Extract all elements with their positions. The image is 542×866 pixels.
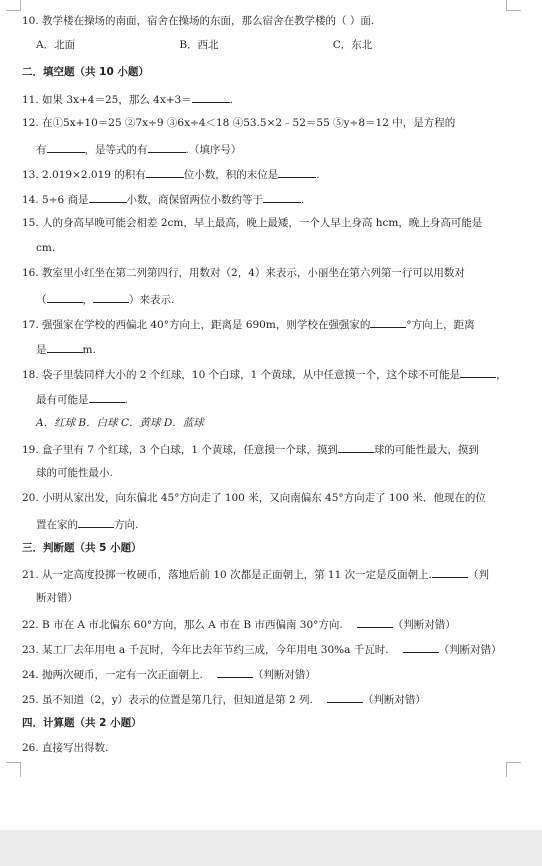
question-17-text: °方向上，距离 (406, 319, 475, 331)
question-22 (22, 616, 512, 632)
option-a: A．北面 (36, 39, 76, 51)
page-corner-mark (506, 0, 521, 11)
question-16-seg: ）来表示. (129, 294, 175, 306)
question-16-line2 (36, 291, 512, 307)
question-11 (22, 91, 512, 107)
section-heading: 二．填空题（共 10 小题） (22, 66, 149, 78)
question-26-text: 26. 直接写出得数. (22, 742, 109, 754)
answer-blank[interactable] (89, 191, 127, 203)
answer-blank[interactable] (47, 341, 83, 353)
question-23 (22, 641, 512, 657)
section-heading: 三．判断题（共 5 小题） (22, 542, 142, 554)
answer-blank[interactable] (89, 391, 125, 403)
question-18-line2 (36, 391, 512, 407)
question-20-text: 置在家的 (36, 519, 78, 531)
question-20-text: 20. 小明从家出发，向东偏北 45°方向走了 100 米，又向南偏东 45°方向走了 100 米．他现在的位 (22, 492, 486, 504)
question-17 (22, 316, 512, 332)
question-26 (22, 741, 512, 755)
question-15-text: cm. (36, 242, 56, 254)
option-b: B．西北 (179, 39, 219, 51)
question-12-seg: .（填序号） (185, 144, 242, 156)
answer-blank[interactable] (357, 616, 393, 628)
answer-blank[interactable] (263, 191, 301, 203)
answer-blank[interactable] (432, 566, 468, 578)
question-14-text: 小数，商保留两位小数约等于 (126, 194, 264, 206)
question-12-seg: ，是等式的有 (84, 144, 148, 156)
question-13-text: 位小数，积的末位是 (183, 169, 279, 181)
question-18-text: . (124, 394, 128, 406)
question-10 (22, 14, 512, 28)
question-23-text: 23. 某工厂去年用电 a 千瓦时，今年比去年节约三成，今年用电 30%a 千瓦时. (22, 644, 389, 656)
question-24-text: （判断对错） (252, 669, 316, 681)
question-15-line2 (36, 241, 512, 255)
option-c: C．东北 (332, 39, 373, 51)
question-16-seg: ， (82, 294, 93, 306)
question-17-text: 是 (36, 344, 47, 356)
answer-blank[interactable] (192, 91, 230, 103)
question-25-text: （判断对错） (362, 694, 426, 706)
question-20 (22, 491, 512, 505)
question-21 (22, 566, 512, 582)
question-12-text: 12. 在①5x+10＝25 ②7x÷9 ③6x÷4＜18 ④53.5×2﹣52＝55 ⑤y÷8＝12 中，是方程的 (22, 117, 456, 129)
question-24 (22, 666, 512, 682)
question-21-line2: 断对错） (36, 592, 78, 604)
answer-blank[interactable] (217, 666, 253, 678)
answer-blank[interactable] (370, 316, 406, 328)
question-14-text: 14. 5÷6 商是 (22, 194, 89, 206)
question-20-text: 方向. (114, 519, 139, 531)
question-19-text: 19. 盒子里有 7 个红球，3 个白球，1 个黄球，任意摸一个球，摸到 (22, 444, 338, 456)
question-13-text: 13. 2.019×2.019 的积有 (22, 169, 146, 181)
question-18 (22, 366, 512, 382)
question-20-line2 (36, 516, 512, 532)
question-16-seg: （ (36, 294, 47, 306)
question-25 (22, 691, 512, 707)
answer-blank[interactable] (47, 141, 85, 153)
question-13 (22, 166, 512, 182)
answer-blank[interactable] (278, 166, 316, 178)
question-17-line2 (36, 341, 512, 357)
viewer-background (0, 830, 542, 866)
page-corner-mark (6, 762, 21, 777)
question-23-text: （判断对错） (438, 644, 502, 656)
question-18-text: 最有可能是 (36, 394, 89, 406)
question-22-text: （判断对错） (392, 619, 456, 631)
answer-blank[interactable] (47, 291, 83, 303)
question-19 (22, 441, 512, 457)
answer-blank[interactable] (338, 441, 374, 453)
question-15 (22, 216, 512, 230)
answer-blank[interactable] (148, 141, 186, 153)
question-16 (22, 266, 512, 280)
answer-blank[interactable] (78, 516, 114, 528)
question-10-text: 10. 教学楼在操场的南面，宿舍在操场的东面，那么宿舍在教学楼的（ ）面. (22, 15, 375, 27)
question-15-text: 15. 人的身高早晚可能会相差 2cm，早上最高，晚上最矮，一个人早上身高 hcm，晚上身高可能是 (22, 217, 483, 229)
question-12-seg: 有 (36, 144, 47, 156)
question-16-text: 16. 教室里小红坐在第二列第四行，用数对（2，4）来表示，小丽坐在第六列第一行可以用数对 (22, 267, 465, 279)
question-19-line2 (36, 466, 512, 480)
question-14 (22, 191, 512, 207)
question-18-text: ， (496, 369, 507, 381)
question-11-text: 11. 如果 3x+4＝25，那么 4x+3＝ (22, 94, 192, 106)
page-corner-mark (506, 762, 521, 777)
question-18-text: 18. 袋子里装同样大小的 2 个红球，10 个白球，1 个黄球，从中任意摸一个，这个球不可能是 (22, 369, 461, 381)
question-10-options (36, 38, 512, 52)
question-19-text: 球的可能性最大，摸到 (373, 444, 479, 456)
question-19-text: 球的可能性最小. (36, 467, 113, 479)
section-heading: 四．计算题（共 2 小题） (22, 717, 142, 729)
question-21-text: （判 (467, 569, 489, 581)
answer-blank[interactable] (460, 366, 496, 378)
question-24-text: 24. 抛两次硬币，一定有一次正面朝上. (22, 669, 203, 681)
question-21-text: 21. 从一定高度投掷一枚硬币，落地后前 10 次都是正面朝上，第 11 次一定是反面朝上. (22, 569, 432, 581)
question-25-text: 25. 虽不知道（2，y）表示的位置是第几行，但知道是第 2 列. (22, 694, 313, 706)
question-18-options: A．红球 B．白球 C．黄球 D．蓝球 (36, 417, 204, 429)
question-14-text: . (301, 194, 305, 206)
question-13-text: . (316, 169, 320, 181)
question-17-text: m. (82, 344, 96, 356)
question-22-text: 22. B 市在 A 市北偏东 60°方向，那么 A 市在 B 市西偏南 30°方向. (22, 619, 343, 631)
answer-blank[interactable] (93, 291, 129, 303)
question-12 (22, 116, 512, 130)
answer-blank[interactable] (327, 691, 363, 703)
page-corner-mark (6, 0, 21, 11)
question-17-text: 17. 强强家在学校的西偏北 40°方向上，距离是 690m，则学校在强强家的 (22, 319, 371, 331)
question-11-text-end: . (229, 94, 234, 106)
question-12-line2 (36, 141, 512, 157)
answer-blank[interactable] (403, 641, 439, 653)
answer-blank[interactable] (146, 166, 184, 178)
